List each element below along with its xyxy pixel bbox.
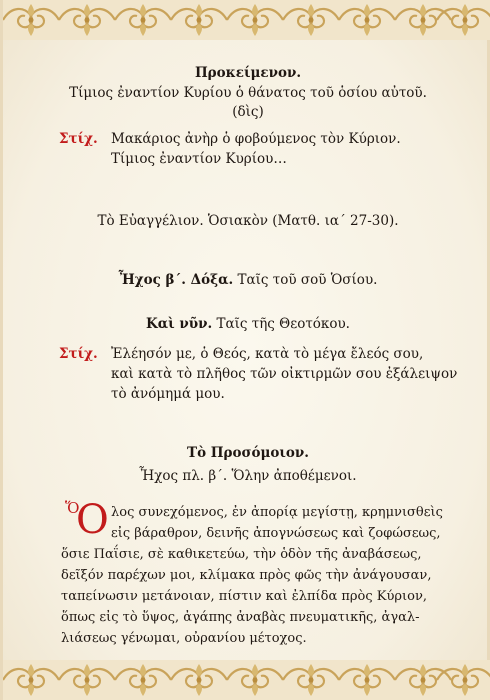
- stich2-line1: Ἐλέησόν με, ὁ Θεός, κατὰ τὸ μέγα ἔλεός σου,: [111, 346, 424, 362]
- stich2-line3: τὸ ἀνόμημά μου.: [111, 386, 225, 402]
- glory-text: Ταῖς τοῦ σοῦ Ὁσίου.: [237, 272, 378, 288]
- prosomoion-heading: Τὸ Προσόμοιον.: [187, 445, 309, 461]
- drop-cap-mark: Ὅ: [65, 499, 80, 517]
- now-text: Ταῖς τῆς Θεοτόκου.: [216, 316, 350, 332]
- stich1-repeat: Τίμιος ἐναντίον Κυρίου…: [111, 151, 287, 167]
- drop-cap-letter: O: [76, 497, 109, 543]
- gospel-text: Τὸ Εὐαγγέλιον. Ὁσιακὸν (Ματθ. ια΄ 27-30).: [97, 213, 399, 229]
- troparion-line-7: λιάσεως γένωμαι, οὐρανίου μέτοχος.: [61, 631, 307, 646]
- prokeimenon-twice: (δὶς): [232, 104, 264, 120]
- troparion-line-4: δεῖξόν παρέχων μοι, κλίμακα πρὸς φῶς τὴν ἀνάγουσαν,: [61, 568, 432, 583]
- glory-tone: Ἦχος β΄. Δόξα.: [118, 272, 234, 288]
- troparion-line-2: εἰς βάραθρον, δεινῆς ἀπογνώσεως καὶ ζοφώσεως,: [111, 526, 441, 541]
- now-label: Καὶ νῦν.: [146, 316, 213, 332]
- prosomoion-tone: Ἦχος πλ. β΄. Ὅλην ἀποθέμενοι.: [139, 468, 357, 484]
- now-line: [3, 315, 490, 333]
- stich1-label: Στίχ.: [59, 131, 98, 147]
- troparion-line-1: λος συνεχόμενος, ἐν ἀπορίᾳ μεγίστῃ, κρημνισθεὶς: [111, 505, 443, 520]
- troparion-line-3: ὅσιε Παΐσιε, σὲ καθικετεύω, τὴν ὁδὸν τῆς ἀναβάσεως,: [61, 547, 422, 562]
- stich2-label: Στίχ.: [59, 346, 98, 362]
- troparion-line-6: ὅπως εἰς τὸ ὕψος, ἀγάπης ἀναβὰς πνευματικῆς, ἀγαλ-: [61, 610, 420, 625]
- troparion-line-5: ταπείνωσιν μετάνοιαν, πίστιν καὶ ἐλπίδα πρὸς Κύριον,: [61, 589, 427, 604]
- prokeimenon-heading: Προκείμενον.: [194, 65, 302, 81]
- text-content: [3, 0, 490, 700]
- glory-line: [3, 271, 490, 289]
- prokeimenon-line: Τίμιος ἐναντίον Κυρίου ὁ θάνατος τοῦ ὁσίου αὐτοῦ.: [69, 85, 427, 101]
- stich2-line2: καὶ κατὰ τὸ πλῆθος τῶν οἰκτιρμῶν σου ἐξάλειψον: [111, 366, 458, 382]
- stich1-text: Μακάριος ἀνὴρ ὁ φοβούμενος τὸν Κύριον.: [111, 131, 401, 147]
